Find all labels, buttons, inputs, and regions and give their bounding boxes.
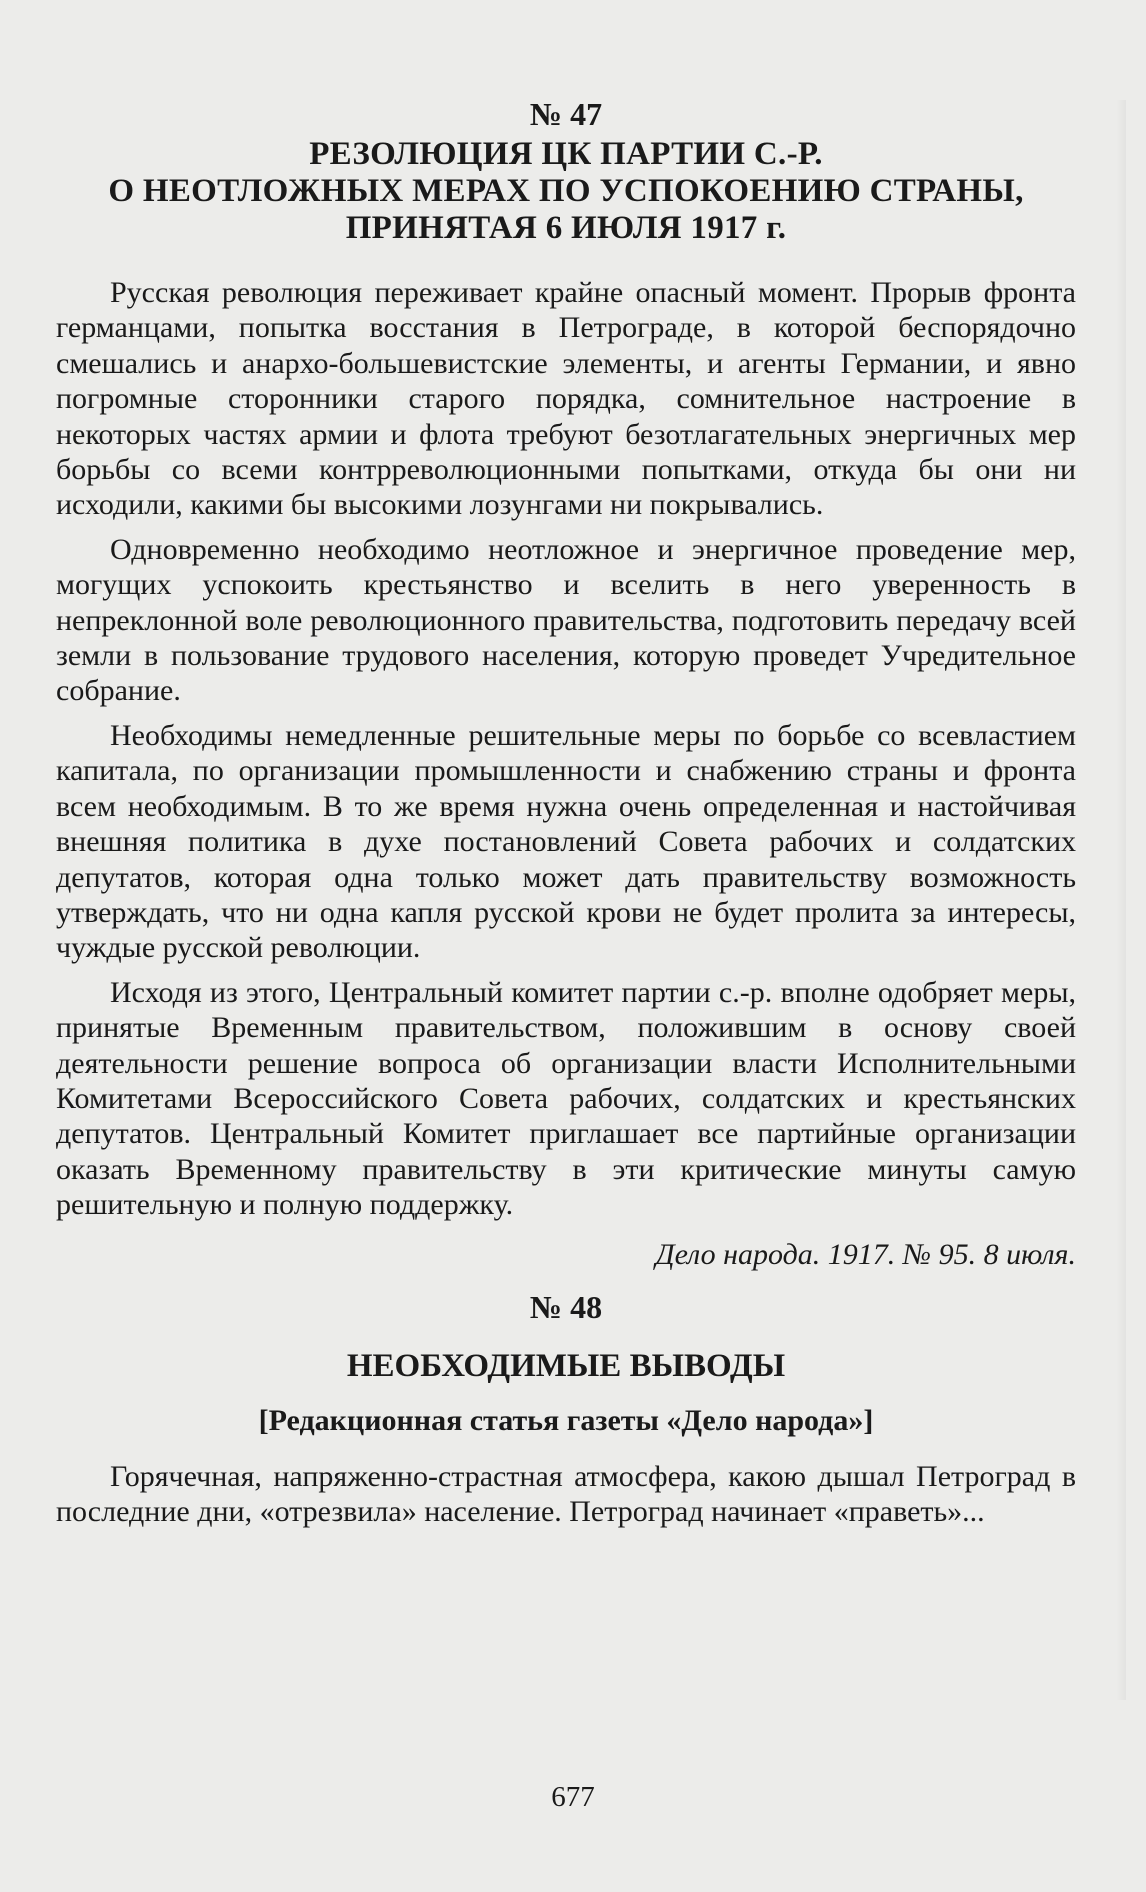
body-paragraph: Необходимы немедленные решительные меры по борьбе со всевластием капитала, по организации промышленности и снабжению страны и фронта всем необходимым. В то же время нужна очень определенная и настойчивая внешняя политика в духе постановлений Совета рабочих и солдатских депутатов, которая одна только может дать правительству возможность утверждать, что ни одна капля русской крови не будет пролита за интересы, чуждые русской революции. <box>56 718 1076 965</box>
body-paragraph: Горячечная, напряженно-страстная атмосфера, какою дышал Петроград в последние дни, «отрезвила» население. Петроград начинает «праветь»... <box>56 1459 1076 1528</box>
document-title: НЕОБХОДИМЫЕ ВЫВОДЫ <box>346 1347 786 1384</box>
body-paragraph: Исходя из этого, Центральный комитет партии с.-р. вполне одобряет меры, принятые Временным правительством, положившим в основу своей деятельности решение вопроса об организации власти Исполнительными Комитетами Всероссийского Совета рабочих, солдатских и крестьянских депутатов. Центральный Комитет приглашает все партийные организации оказать Временному правительству в эти критические минуты самую решительную и полную поддержку. <box>56 975 1076 1222</box>
page-shadow <box>1116 100 1126 1700</box>
document-47 <box>56 96 1076 1273</box>
text-column <box>56 96 1076 1529</box>
source-citation: Дело народа. 1917. № 95. 8 июля. <box>655 1237 1076 1271</box>
document-number: № 47 <box>529 96 603 132</box>
body-paragraph: Русская революция переживает крайне опасный момент. Прорыв фронта германцами, попытка восстания в Петрограде, в которой беспорядочно смешались и анархо-большевистские элементы, и агенты Германии, и явно погромные сторонники старого порядка, сомнительное настроение в некоторых частях армии и флота требуют безотлагательных энергичных мер борьбы со всеми контрреволюционными попытками, откуда бы они ни исходили, какими бы высокими лозунгами ни покрывались. <box>56 276 1076 522</box>
document-title-line-2: О НЕОТЛОЖНЫХ МЕРАХ ПО УСПОКОЕНИЮ СТРАНЫ, <box>108 173 1024 209</box>
document-48 <box>56 1289 1076 1530</box>
document-title-line-1: РЕЗОЛЮЦИЯ ЦК ПАРТИИ С.-Р. <box>309 136 823 172</box>
body-paragraph: Одновременно необходимо неотложное и энергичное проведение мер, могущих успокоить крестьянство и вселить в него уверенность в непреклонной воле революционного правительства, подготовить передачу всей земли в пользование трудового населения, которую проведет Учредительное собрание. <box>56 532 1076 708</box>
document-number: № 48 <box>529 1288 603 1325</box>
document-title-line-3: ПРИНЯТАЯ 6 ИЮЛЯ 1917 г. <box>345 210 787 246</box>
document-subtitle: [Редакционная статья газеты «Дело народа»] <box>258 1403 874 1437</box>
page-number: 677 <box>551 1781 595 1813</box>
